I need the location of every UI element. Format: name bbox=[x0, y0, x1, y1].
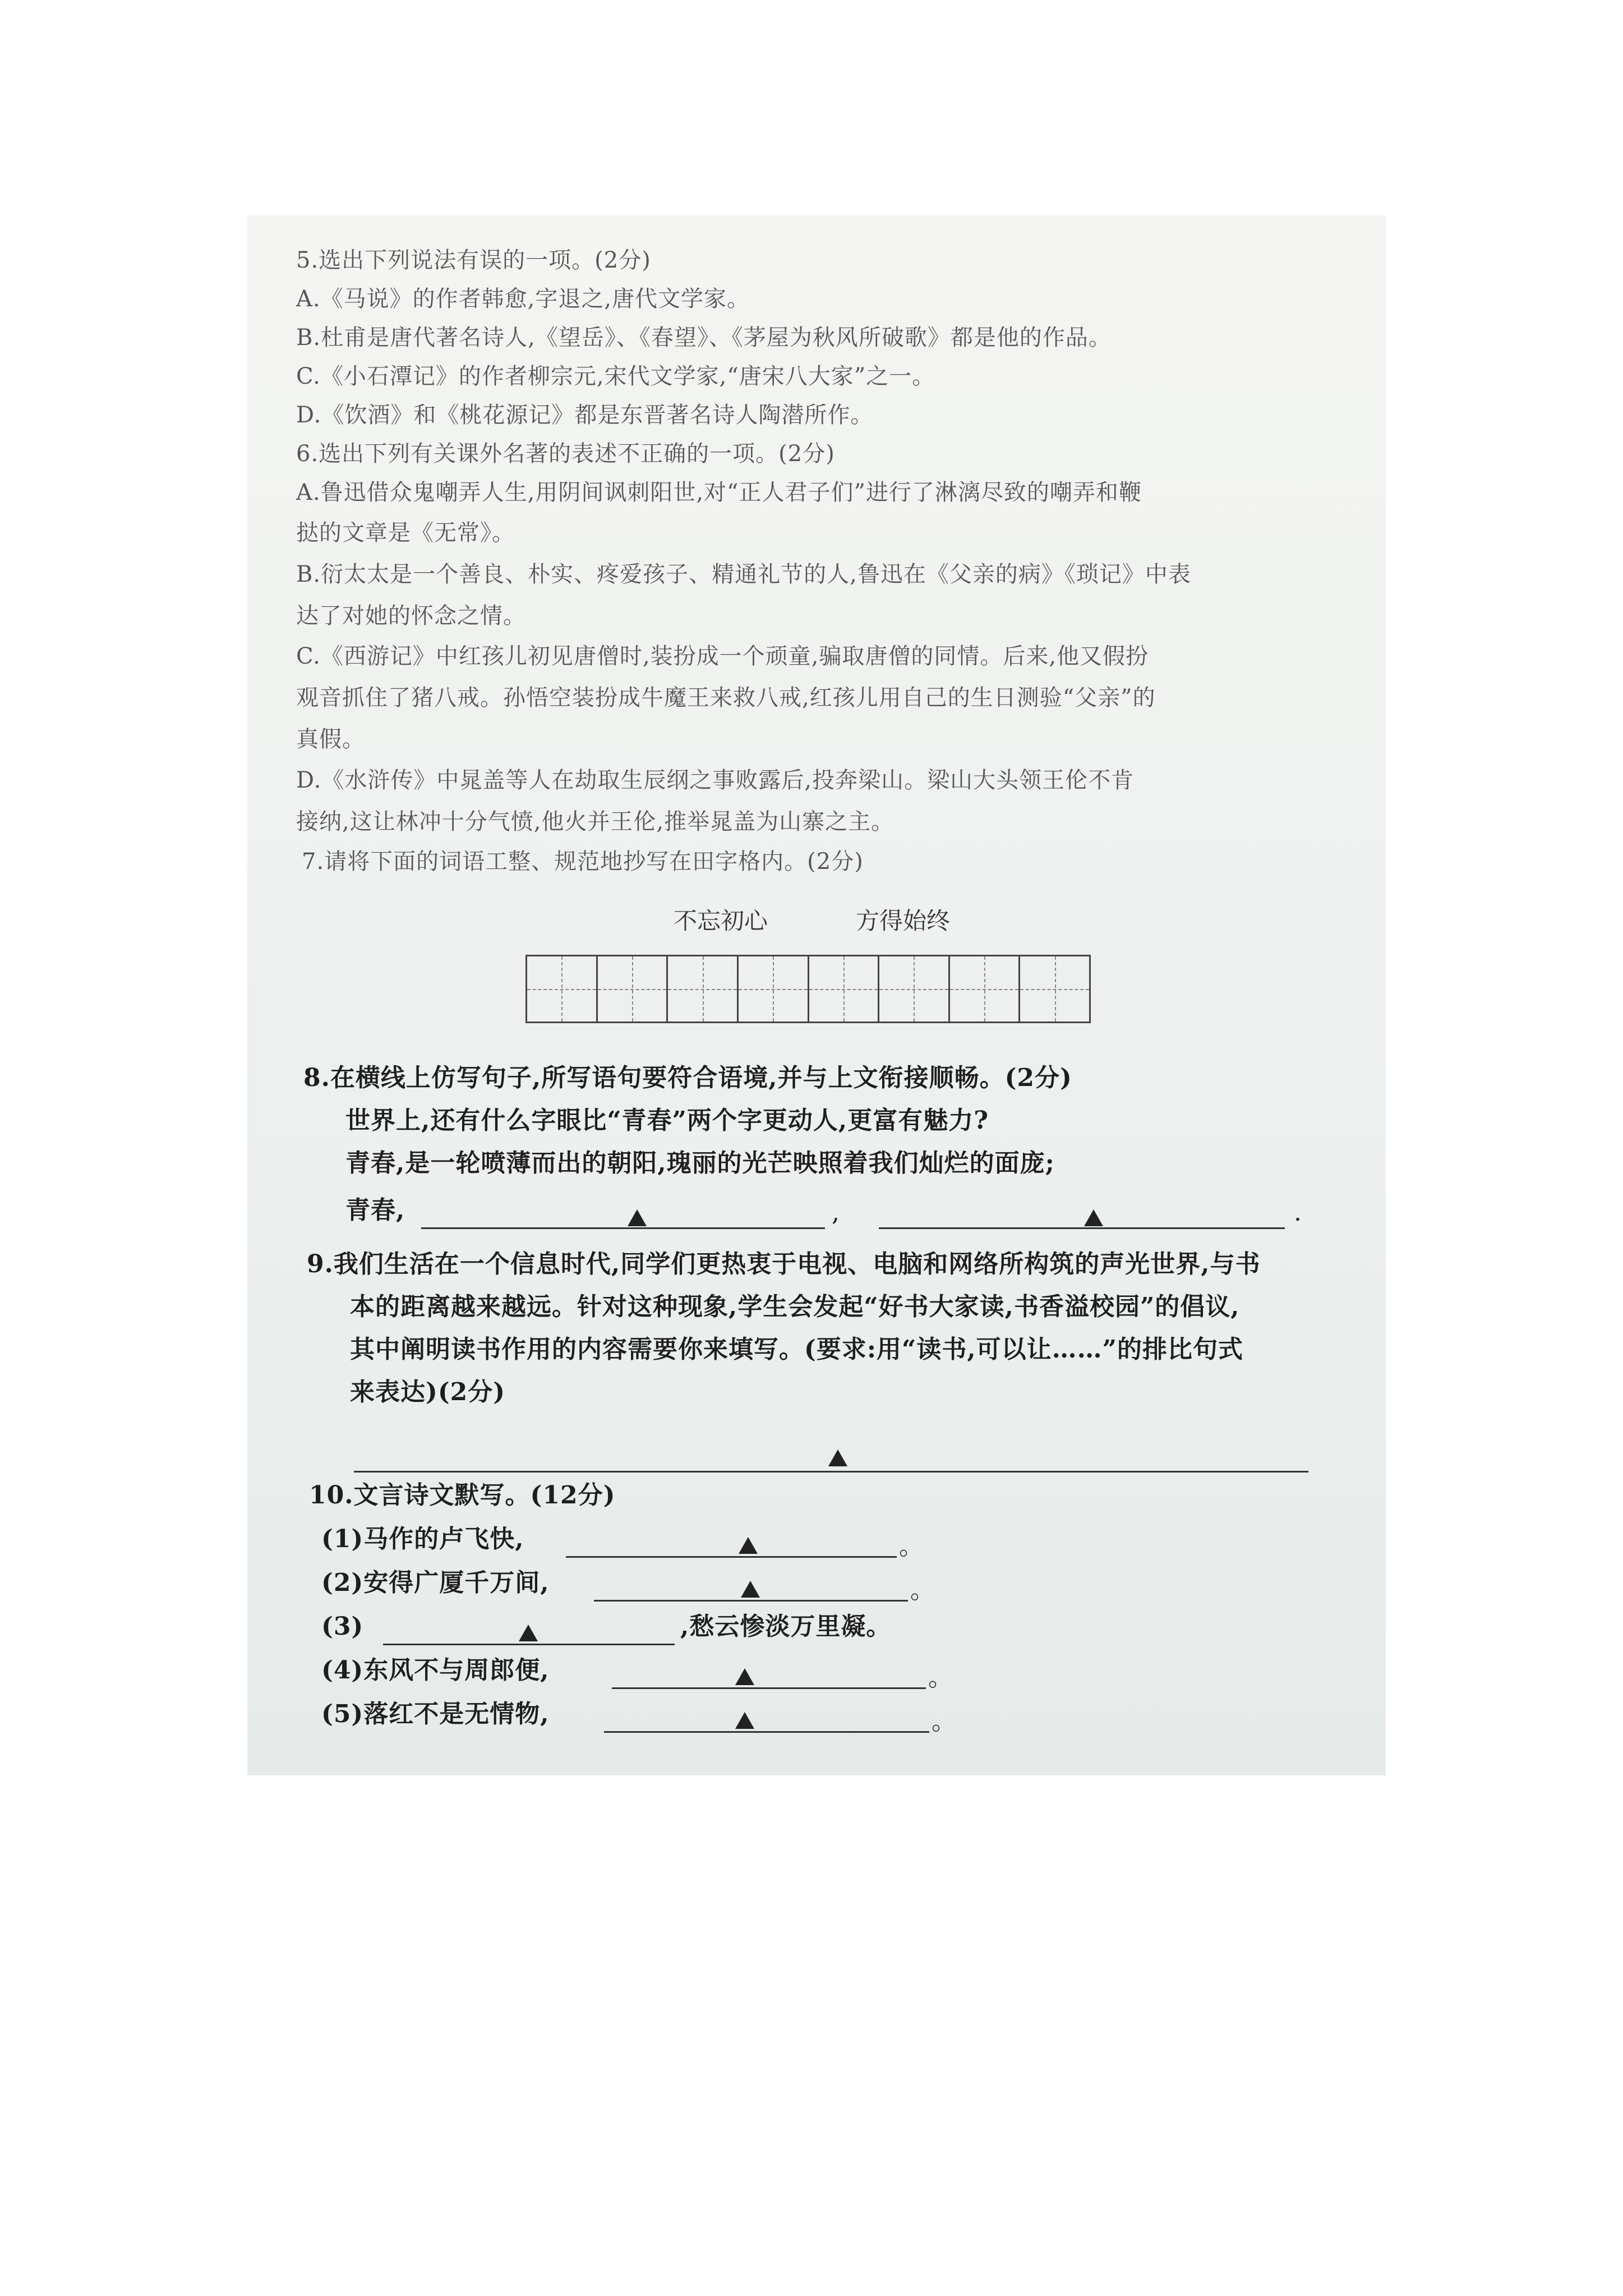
q10-item-5-blank[interactable] bbox=[604, 1731, 929, 1733]
q10-item-4-period: 。 bbox=[928, 1663, 953, 1692]
q10-item-3-blank[interactable] bbox=[383, 1644, 675, 1645]
grid-cell[interactable] bbox=[739, 956, 809, 1022]
q6-option-d-line2: 接纳,这让林冲十分气愤,他火并王伦,推举晁盖为山寨之主。 bbox=[296, 809, 895, 835]
tianzige-grid[interactable] bbox=[525, 955, 1091, 1023]
answer-marker-triangle-icon bbox=[735, 1668, 754, 1685]
grid-cell[interactable] bbox=[879, 956, 950, 1022]
q5-option-a: A.《马说》的作者韩愈,字退之,唐代文学家。 bbox=[296, 286, 750, 312]
q5-option-b: B.杜甫是唐代著名诗人,《望岳》、《春望》、《茅屋为秋风所破歌》都是他的作品。 bbox=[296, 325, 1112, 351]
q6-option-c-line1: C.《西游记》中红孩儿初见唐僧时,装扮成一个顽童,骗取唐僧的同情。后来,他又假扮 bbox=[296, 643, 1149, 669]
q6-option-c-line3: 真假。 bbox=[296, 726, 365, 752]
q10-item-1-period: 。 bbox=[899, 1532, 924, 1561]
q10-item-2-blank[interactable] bbox=[594, 1600, 908, 1602]
q8-stem: 8.在横线上仿写句子,所写语句要符合语境,并与上文衔接顺畅。(2分) bbox=[303, 1064, 1072, 1092]
answer-marker-triangle-icon bbox=[628, 1209, 647, 1226]
q10-item-2-text: (2)安得广厦千万间, bbox=[321, 1568, 550, 1597]
grid-cell[interactable] bbox=[668, 956, 739, 1022]
q9-answer-blank[interactable] bbox=[354, 1471, 1308, 1473]
q9-line-1: 9.我们生活在一个信息时代,同学们更热衷于电视、电脑和网络所构筑的声光世界,与书 bbox=[307, 1250, 1261, 1278]
q10-item-5-period: 。 bbox=[932, 1707, 956, 1736]
q6-option-a-line2: 挞的文章是《无常》。 bbox=[296, 520, 515, 546]
q10-item-4-blank[interactable] bbox=[612, 1687, 926, 1689]
q6-option-a-line1: A.鲁迅借众鬼嘲弄人生,用阴间讽刺阳世,对“正人君子们”进行了淋漓尽致的嘲弄和鞭 bbox=[296, 480, 1142, 505]
q10-stem: 10.文言诗文默写。(12分) bbox=[309, 1481, 616, 1510]
answer-marker-triangle-icon bbox=[739, 1537, 758, 1554]
answer-marker-triangle-icon bbox=[735, 1712, 754, 1729]
q8-line-2: 青春,是一轮喷薄而出的朝阳,瑰丽的光芒映照着我们灿烂的面庞; bbox=[345, 1149, 1055, 1177]
q9-line-3: 其中阐明读书作用的内容需要你来填写。(要求:用“读书,可以让……”的排比句式 bbox=[350, 1335, 1243, 1364]
grid-cell[interactable] bbox=[598, 956, 668, 1022]
q7-word-2: 方得始终 bbox=[856, 907, 951, 935]
q7-stem: 7.请将下面的词语工整、规范地抄写在田字格内。(2分) bbox=[302, 849, 864, 875]
q8-end-dot: . bbox=[1294, 1198, 1302, 1227]
q6-option-d-line1: D.《水浒传》中晁盖等人在劫取生辰纲之事败露后,投奔梁山。梁山大头领王伦不肯 bbox=[296, 767, 1135, 793]
scanned-exam-page bbox=[247, 215, 1386, 1775]
q10-item-2-period: 。 bbox=[910, 1576, 935, 1604]
q10-item-1-blank[interactable] bbox=[566, 1556, 897, 1558]
q7-word-1: 不忘初心 bbox=[674, 907, 768, 935]
q9-line-2: 本的距离越来越远。针对这种现象,学生会发起“好书大家读,书香溢校园”的倡议, bbox=[350, 1292, 1240, 1321]
q10-item-3-text: ,愁云惨淡万里凝。 bbox=[680, 1612, 892, 1641]
q10-item-1-text: (1)马作的卢飞快, bbox=[321, 1525, 524, 1553]
q8-line-1: 世界上,还有什么字眼比“青春”两个字更动人,更富有魅力? bbox=[345, 1106, 989, 1135]
q5-option-d: D.《饮酒》和《桃花源记》都是东晋著名诗人陶潜所作。 bbox=[296, 402, 874, 428]
q10-item-5-text: (5)落红不是无情物, bbox=[321, 1700, 550, 1728]
grid-cell[interactable] bbox=[1020, 956, 1089, 1022]
q5-stem: 5.选出下列说法有误的一项。(2分) bbox=[296, 247, 651, 273]
q5-option-c: C.《小石潭记》的作者柳宗元,宋代文学家,“唐宋八大家”之一。 bbox=[296, 364, 935, 389]
grid-cell[interactable] bbox=[527, 956, 598, 1022]
q6-option-b-line2: 达了对她的怀念之情。 bbox=[296, 603, 526, 629]
answer-marker-triangle-icon bbox=[828, 1450, 847, 1466]
answer-marker-triangle-icon bbox=[741, 1581, 760, 1598]
answer-marker-triangle-icon bbox=[1084, 1209, 1103, 1226]
q6-option-b-line1: B.衍太太是一个善良、朴实、疼爱孩子、精通礼节的人,鲁迅在《父亲的病》《琐记》中表 bbox=[296, 562, 1191, 587]
q9-line-4: 来表达)(2分) bbox=[350, 1378, 506, 1406]
grid-cell[interactable] bbox=[950, 956, 1021, 1022]
q8-answer-blank-1[interactable] bbox=[421, 1227, 825, 1229]
q6-option-c-line2: 观音抓住了猪八戒。孙悟空装扮成牛魔王来救八戒,红孩儿用自己的生日测验“父亲”的 bbox=[296, 685, 1156, 711]
q6-stem: 6.选出下列有关课外名著的表述不正确的一项。(2分) bbox=[296, 441, 835, 467]
q8-comma: , bbox=[832, 1198, 840, 1227]
q8-line-3-prefix: 青春, bbox=[345, 1196, 405, 1225]
q10-item-4-text: (4)东风不与周郎便, bbox=[321, 1656, 550, 1685]
q8-answer-blank-2[interactable] bbox=[879, 1227, 1285, 1229]
q10-item-3-prefix: (3) bbox=[321, 1612, 364, 1641]
answer-marker-triangle-icon bbox=[519, 1625, 538, 1641]
grid-cell[interactable] bbox=[809, 956, 880, 1022]
